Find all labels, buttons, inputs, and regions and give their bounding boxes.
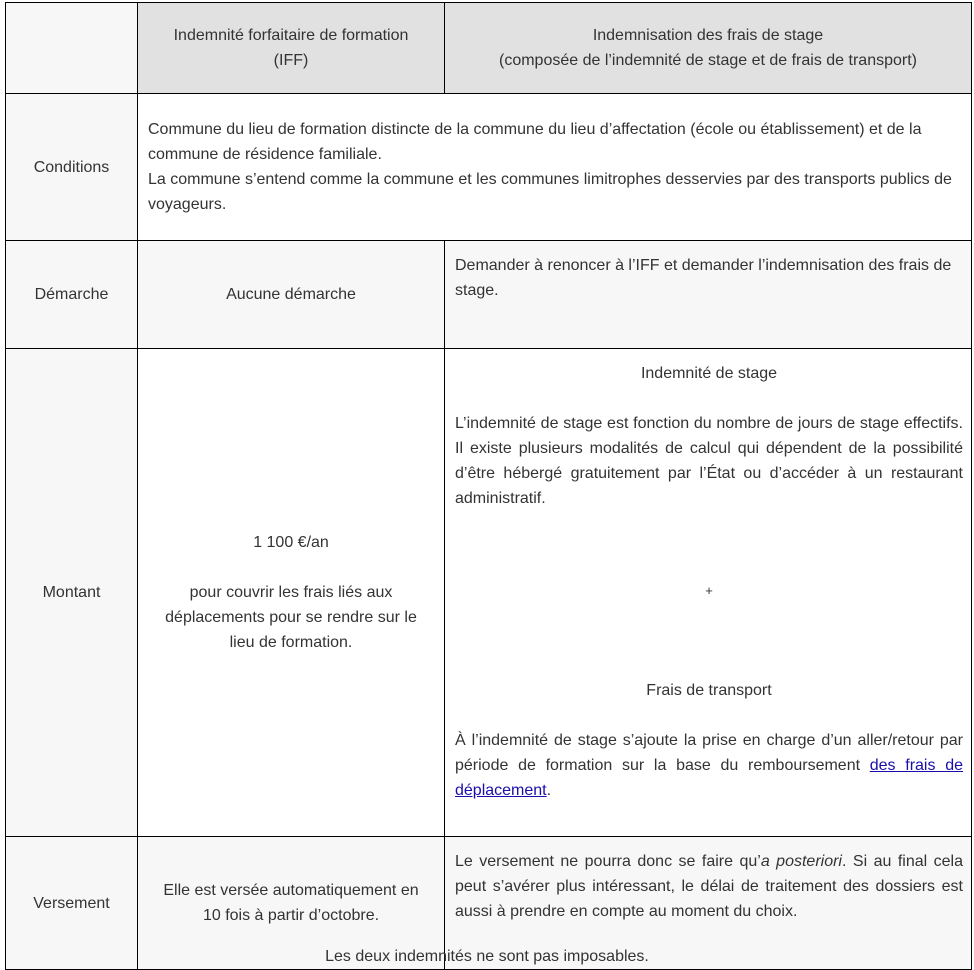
table-caption: Les deux indemnités ne sont pas imposables. (325, 948, 649, 965)
conditions-cell (138, 94, 972, 241)
demarche-row (6, 241, 972, 349)
versement-label: Versement (6, 837, 138, 970)
transport-paragraph (455, 728, 963, 803)
plus-sign: + (705, 583, 713, 598)
header-stage-cell (445, 3, 972, 94)
conditions-row (6, 94, 972, 241)
transport-heading: Frais de transport (646, 682, 772, 699)
frais-deplacement-link[interactable]: des frais de déplacement (455, 757, 963, 799)
versement-stage-part2: . Si au final cela peut s’avérer plus intéressant, le délai de traitement des dossiers est aussi à prendre en compte au moment du choix. (455, 853, 964, 920)
header-stage-subtitle: (composée de l’indemnité de stage et de frais de transport) (498, 52, 917, 69)
conditions-text-2: La commune s’entend comme la commune et les communes limitrophes desservies par des transports publics de voyageurs. (148, 171, 952, 213)
demarche-label: Démarche (6, 241, 138, 349)
stage-heading: Indemnité de stage (640, 365, 778, 382)
header-iff-cell (138, 3, 445, 94)
stage-text: L’indemnité de stage est fonction du nombre de jours de stage effectifs. Il existe plusieurs modalités de calcul qui dépendent de la possibilité d’être hébergé gratuitement par l’État ou d’accéder à un restaurant administratif. (455, 415, 963, 507)
comparison-table (5, 2, 972, 970)
demarche-iff: Aucune démarche (138, 241, 445, 349)
montant-iff-amount: 1 100 €/an (253, 534, 329, 551)
header-empty-cell (6, 3, 138, 94)
montant-label: Montant (6, 349, 138, 837)
header-row (6, 3, 972, 94)
montant-iff-cell (138, 349, 445, 837)
versement-stage-italic: a posteriori (760, 853, 842, 870)
conditions-label: Conditions (6, 94, 138, 241)
header-iff-title: Indemnité forfaitaire de formation (173, 27, 409, 44)
transport-end: . (546, 782, 552, 799)
versement-stage-part1: Le versement ne pourra donc se faire qu’ (455, 853, 761, 870)
header-iff-subtitle: (IFF) (273, 52, 309, 69)
demarche-stage: Demander à renoncer à l’IFF et demander l’indemnisation des frais de stage. (445, 241, 972, 349)
transport-text: À l’indemnité de stage s’ajoute la prise en charge d’un aller/retour par période de formation sur la base du remboursement (455, 732, 963, 774)
montant-iff-text: pour couvrir les frais liés aux déplacements pour se rendre sur le lieu de formation. (165, 584, 417, 651)
conditions-text-1: Commune du lieu de formation distincte de la commune du lieu d’affectation (école ou établissement) et de la commune de résidence familiale. (148, 121, 922, 163)
montant-row (6, 349, 972, 837)
montant-stage-cell (445, 349, 972, 837)
versement-iff: Elle est versée automatiquement en 10 fois à partir d’octobre. (138, 837, 445, 970)
header-stage-title: Indemnisation des frais de stage (592, 27, 824, 44)
